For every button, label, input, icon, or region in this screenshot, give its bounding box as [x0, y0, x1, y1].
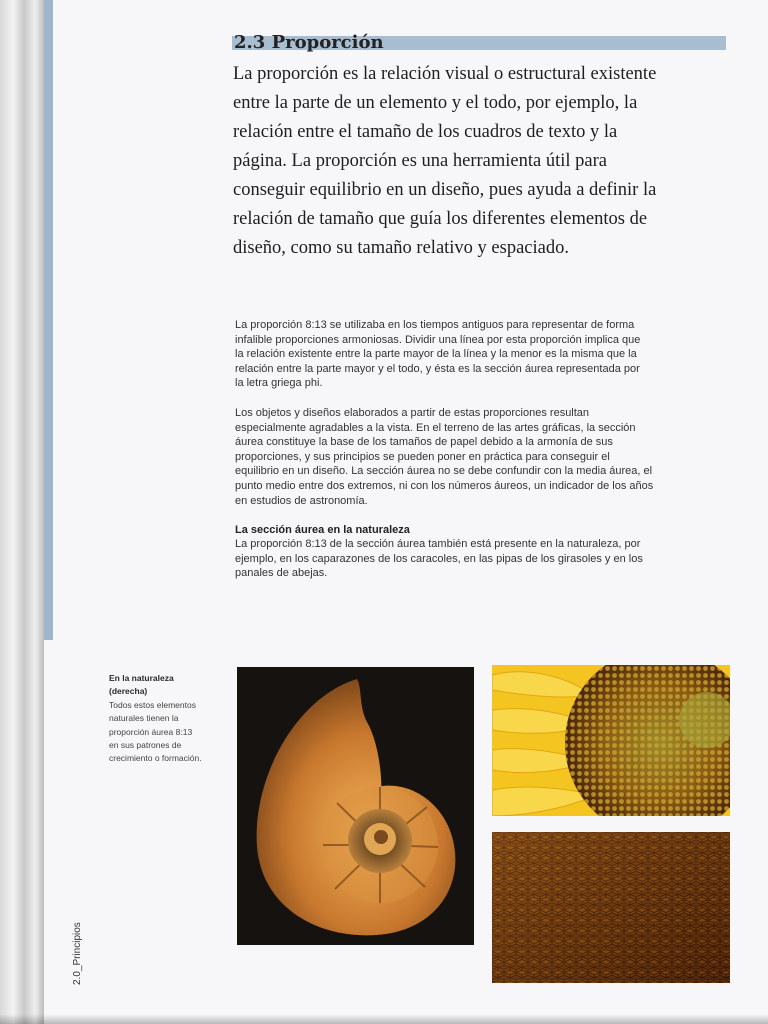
body-line: equilibrio en un diseño. La sección áurea no se debe confundir con la media áurea, el [235, 465, 653, 478]
image-caption [109, 672, 239, 766]
body-paragraph-3 [235, 537, 735, 581]
lead-line: relación entre el tamaño de los cuadros de texto y la [233, 122, 618, 142]
lead-line: relación de tamaño que guía los diferentes elementos de [233, 209, 648, 229]
caption-line: proporción áurea 8:13 [109, 726, 193, 737]
body-line: proporciones, y sus principios se pueden poner en práctica para conseguir el [235, 450, 610, 463]
body-line: panales de abejas. [235, 567, 328, 580]
lead-line: La proporción es la relación visual o estructural existente [233, 64, 657, 84]
subheading: La sección áurea en la naturaleza [235, 524, 410, 536]
page-edge-shadow [0, 1014, 768, 1024]
section-footer-label: 2.0_Principios [72, 922, 83, 985]
lead-line: página. La proporción es una herramienta útil para [233, 151, 607, 171]
caption-title: En la naturaleza [109, 673, 174, 683]
caption-line: en sus patrones de [109, 740, 182, 751]
body-line: especialmente agradables a la vista. En el terreno de las artes gráficas, la sección [235, 421, 636, 434]
body-line: infalible proporciones armoniosas. Dividir una línea por esta proporción implica que [235, 333, 641, 346]
body-line: ejemplo, en los caparazones de los caracoles, en las pipas de los girasoles y en los [235, 552, 643, 565]
lead-paragraph [233, 60, 728, 263]
nautilus-shell-image [237, 667, 474, 945]
caption-line: naturales tienen la [109, 713, 179, 724]
body-paragraph-1 [235, 318, 735, 391]
body-line: relación entre la parte mayor y el todo, y ésta es la sección áurea representada por [235, 362, 640, 375]
body-line: La proporción 8:13 se utilizaba en los tiempos antiguos para representar de forma [235, 319, 635, 331]
body-line: Los objetos y diseños elaborados a partir de estas proporciones resultan [235, 407, 590, 419]
caption-line: crecimiento o formación. [109, 753, 202, 764]
body-line: la letra griega phi. [235, 377, 323, 390]
lead-line: conseguir equilibrio en un diseño, pues ayuda a definir la [233, 180, 657, 200]
lead-line: entre la parte de un elemento y el todo, por ejemplo, la [233, 93, 638, 113]
body-paragraph-2 [235, 406, 735, 508]
section-heading [232, 34, 726, 52]
body-line: punto medio entre dos extremos, ni con los números áureos, un indicador de los años [235, 479, 654, 492]
book-binding [0, 0, 44, 1024]
body-line: áurea constituye la base de los tamaños de papel debido a la armonía de sus [235, 436, 613, 449]
honeycomb-image [492, 832, 730, 983]
sunflower-image [492, 665, 730, 816]
page-title: 2.3 Proporción [234, 32, 384, 53]
body-line: la relación existente entre la parte mayor de la línea y la menor es la misma que la [235, 348, 637, 361]
lead-line: diseño, como su tamaño relativo y espaciado. [233, 238, 569, 258]
body-line: en estudios de astronomía. [235, 494, 368, 507]
body-line: La proporción 8:13 de la sección áurea también está presente en la naturaleza, por [235, 538, 641, 550]
spine-accent-bar [44, 0, 53, 640]
caption-line: Todos estos elementos [109, 699, 196, 710]
caption-title: (derecha) [109, 686, 148, 697]
